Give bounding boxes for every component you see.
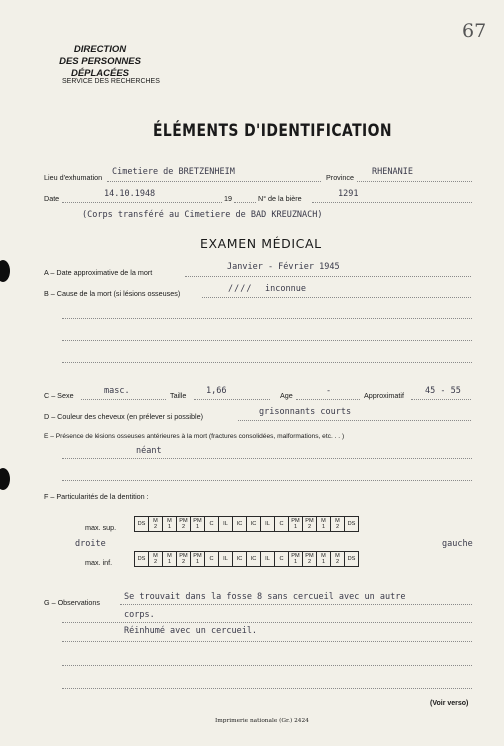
tooth-cell: M 1 (317, 517, 331, 532)
tooth-cell: PM 2 (303, 517, 317, 532)
tooth-cell: M 1 (163, 552, 177, 567)
province-dots (357, 181, 472, 182)
tooth-cell: C (205, 552, 219, 567)
tooth-cell: PM 1 (289, 517, 303, 532)
tooth-cell: PM 2 (177, 552, 191, 567)
a-dots (185, 276, 471, 277)
g-dots-1 (120, 604, 472, 605)
b-dots (202, 297, 471, 298)
biere-dots (312, 202, 472, 203)
taille-dots (194, 399, 270, 400)
e-line-2 (62, 480, 472, 481)
tooth-cell: IC (233, 552, 247, 567)
age-label: Age (280, 391, 293, 400)
tooth-cell: IC (247, 552, 261, 567)
tooth-cell: DS (135, 517, 149, 532)
page-number: 67 (462, 20, 487, 42)
tooth-cell: DS (135, 552, 149, 567)
tooth-cell: IC (247, 517, 261, 532)
tooth-cell: M 2 (149, 552, 163, 567)
sexe-dots (81, 399, 166, 400)
tooth-cell: PM 1 (191, 517, 205, 532)
tooth-cell: M 2 (331, 517, 345, 532)
age-value: - (326, 386, 332, 396)
g-dots-2 (62, 622, 472, 623)
examen-title: EXAMEN MÉDICAL (200, 236, 322, 251)
g-line-1: Se trouvait dans la fosse 8 sans cercueil avec un autre (124, 592, 406, 602)
b-line-4 (62, 362, 472, 363)
lieu-value: Cimetiere de BRETZENHEIM (112, 167, 235, 177)
tooth-cell: C (275, 517, 289, 532)
tooth-cell: C (275, 552, 289, 567)
header-direction: DIRECTION (73, 44, 127, 55)
punch-hole-bottom (0, 468, 10, 490)
biere-value: 1291 (338, 189, 359, 199)
year-label: 19 (224, 194, 232, 203)
g-label: G – Observations (44, 598, 100, 607)
d-label: D – Couleur des cheveux (en prélever si possible) (44, 412, 204, 421)
tooth-cell: IL (261, 517, 275, 532)
e-line-1 (62, 458, 472, 459)
g-dots-5 (62, 688, 472, 689)
a-value: Janvier - Février 1945 (227, 262, 340, 272)
transfer-note: (Corps transféré au Cimetiere de BAD KREUZNACH) (82, 210, 323, 220)
approx-dots (411, 399, 471, 400)
tooth-cell: DS (345, 552, 359, 567)
sexe-label: C – Sexe (44, 391, 74, 400)
sexe-value: masc. (104, 386, 130, 396)
gauche-label: gauche (442, 539, 473, 549)
b-value: inconnue (265, 284, 306, 294)
g-line-3: Réinhumé avec un cercueil. (124, 626, 258, 636)
max-inf-label: max. inf. (85, 558, 113, 567)
date-dots (62, 202, 222, 203)
a-label: A – Date approximative de la mort (44, 268, 153, 277)
taille-value: 1,66 (206, 386, 227, 396)
teeth-lower (134, 551, 359, 567)
tooth-cell: C (205, 517, 219, 532)
g-dots-4 (62, 665, 472, 666)
year-dots (234, 202, 256, 203)
province-label: Province (326, 173, 354, 182)
e-value: néant (136, 446, 162, 456)
b-label: B – Cause de la mort (si lésions osseuses) (44, 289, 181, 298)
max-sup-label: max. sup. (85, 523, 117, 532)
tooth-cell: M 2 (149, 517, 163, 532)
punch-hole-top (0, 260, 10, 282)
d-dots (238, 420, 471, 421)
teeth-upper (134, 516, 359, 532)
date-label: Date (44, 194, 60, 203)
tooth-cell: M 1 (163, 517, 177, 532)
header-service: SERVICE DES RECHERCHES (62, 78, 160, 85)
tooth-cell: IC (233, 517, 247, 532)
g-dots-3 (62, 641, 472, 642)
lieu-label: Lieu d'exhumation (44, 173, 103, 182)
tooth-cell: IL (261, 552, 275, 567)
tooth-cell: IL (219, 517, 233, 532)
tooth-cell: PM 2 (303, 552, 317, 567)
biere-label: N° de la bière (258, 194, 302, 203)
tooth-cell: M 1 (317, 552, 331, 567)
d-value: grisonnants courts (259, 407, 352, 417)
tooth-cell: M 2 (331, 552, 345, 567)
approx-label: Approximatif (364, 391, 404, 400)
g-line-2: corps. (124, 610, 155, 620)
province-value: RHENANIE (372, 167, 413, 177)
lieu-dots (107, 181, 321, 182)
droite-label: droite (75, 539, 106, 549)
header-personnes: DES PERSONNES DÉPLACÉES (59, 56, 141, 79)
e-label: E – Présence de lésions osseuses antérieures à la mort (fractures consolidées, malformations, etc. . . ) (44, 433, 345, 440)
tooth-cell: PM 1 (289, 552, 303, 567)
b-line-3 (62, 340, 472, 341)
b-line-2 (62, 318, 472, 319)
date-value: 14.10.1948 (104, 189, 156, 199)
tooth-cell: PM 1 (191, 552, 205, 567)
tooth-cell: DS (345, 517, 359, 532)
b-strikeout: //// (228, 284, 253, 294)
tooth-cell: IL (219, 552, 233, 567)
age-dots (296, 399, 360, 400)
tooth-cell: PM 2 (177, 517, 191, 532)
voir-verso: (Voir verso) (430, 700, 469, 707)
form-title: ÉLÉMENTS D'IDENTIFICATION (153, 121, 392, 141)
f-label: F – Particularités de la dentition : (44, 492, 149, 501)
approx-value: 45 - 55 (425, 386, 461, 396)
taille-label: Taille (170, 391, 187, 400)
imprint: Imprimerie nationale (Gr.) 2424 (215, 718, 309, 724)
